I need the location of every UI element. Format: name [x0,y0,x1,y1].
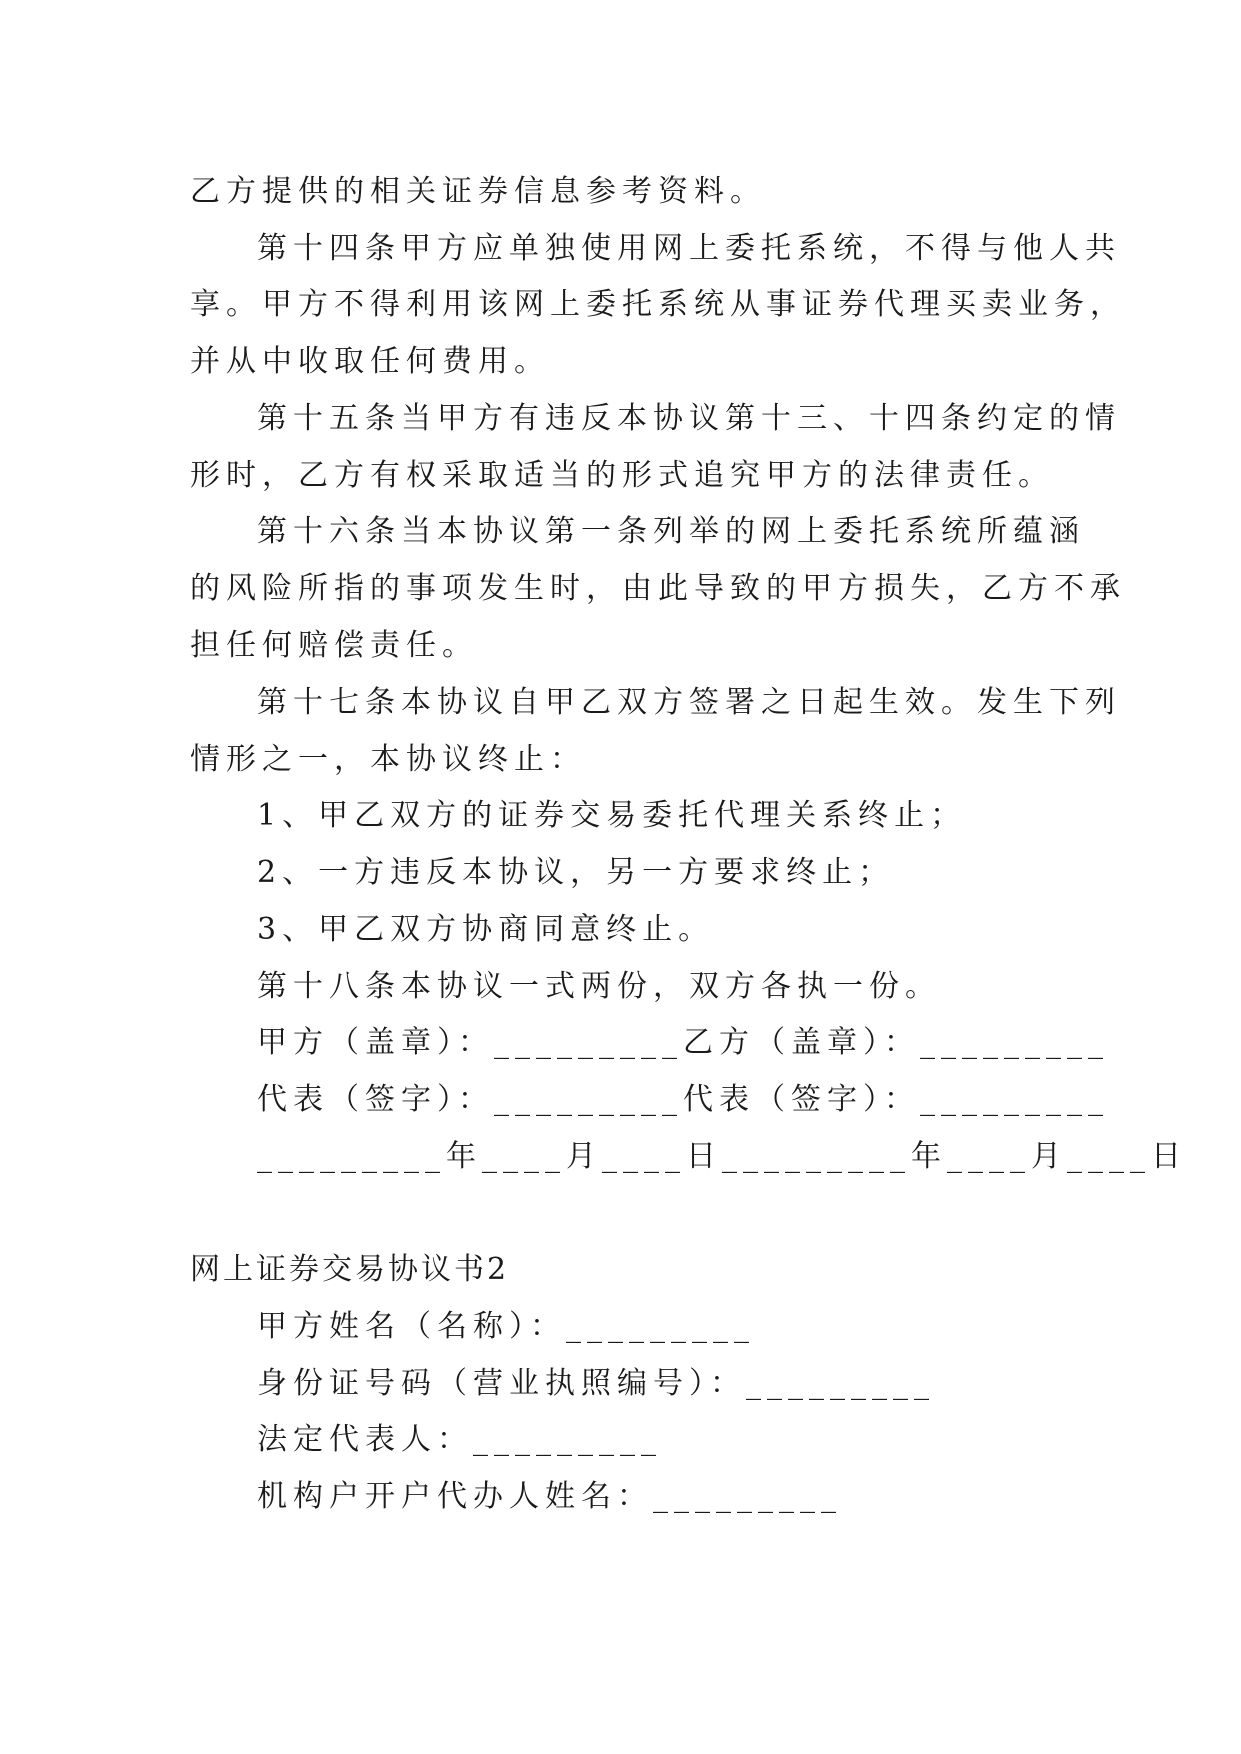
list-item: 1、甲乙双方的证券交易委托代理关系终止； [257,798,967,833]
article-16-line: 第十六条当本协议第一条列举的网上委托系统所蕴涵 [257,514,1085,549]
article-14-line: 第十四条甲方应单独使用网上委托系统，不得与他人共 [257,231,1121,266]
form-field-line: 机构户开户代办人姓名：_________ [257,1479,842,1514]
paragraph-line: 担任何赔偿责任。 [190,628,478,663]
form-field-line: 甲方姓名（名称）：_________ [257,1309,755,1344]
form-field-line: 法定代表人：_________ [257,1422,662,1457]
article-18-line: 第十八条本协议一式两份，双方各执一份。 [257,969,941,1004]
form-field-line: 身份证号码（营业执照编号）：_________ [257,1366,935,1401]
article-15-line: 第十五条当甲方有违反本协议第十三、十四条约定的情 [257,401,1121,436]
list-item: 2、一方违反本协议，另一方要求终止； [257,855,895,890]
list-item: 3、甲乙双方协商同意终止。 [257,912,715,947]
paragraph-line: 形时，乙方有权采取适当的形式追究甲方的法律责任。 [190,458,1054,493]
section-title: 网上证券交易协议书2 [190,1252,510,1287]
paragraph-line: 并从中收取任何费用。 [190,344,550,379]
paragraph-line: 情形之一，本协议终止： [190,742,586,777]
seal-signature-line: 甲方（盖章）：_________乙方（盖章）：_________ [257,1025,1109,1060]
article-17-line: 第十七条本协议自甲乙双方签署之日起生效。发生下列 [257,685,1121,720]
paragraph-line: 享。甲方不得利用该网上委托系统从事证券代理买卖业务， [190,287,1126,322]
paragraph-line: 的风险所指的事项发生时，由此导致的甲方损失，乙方不承 [190,571,1126,606]
paragraph-line: 乙方提供的相关证券信息参考资料。 [190,174,766,209]
representative-signature-line: 代表（签字）：_________代表（签字）：_________ [257,1082,1109,1117]
date-line: _________年____月____日_________年____月____日 [257,1139,1187,1174]
